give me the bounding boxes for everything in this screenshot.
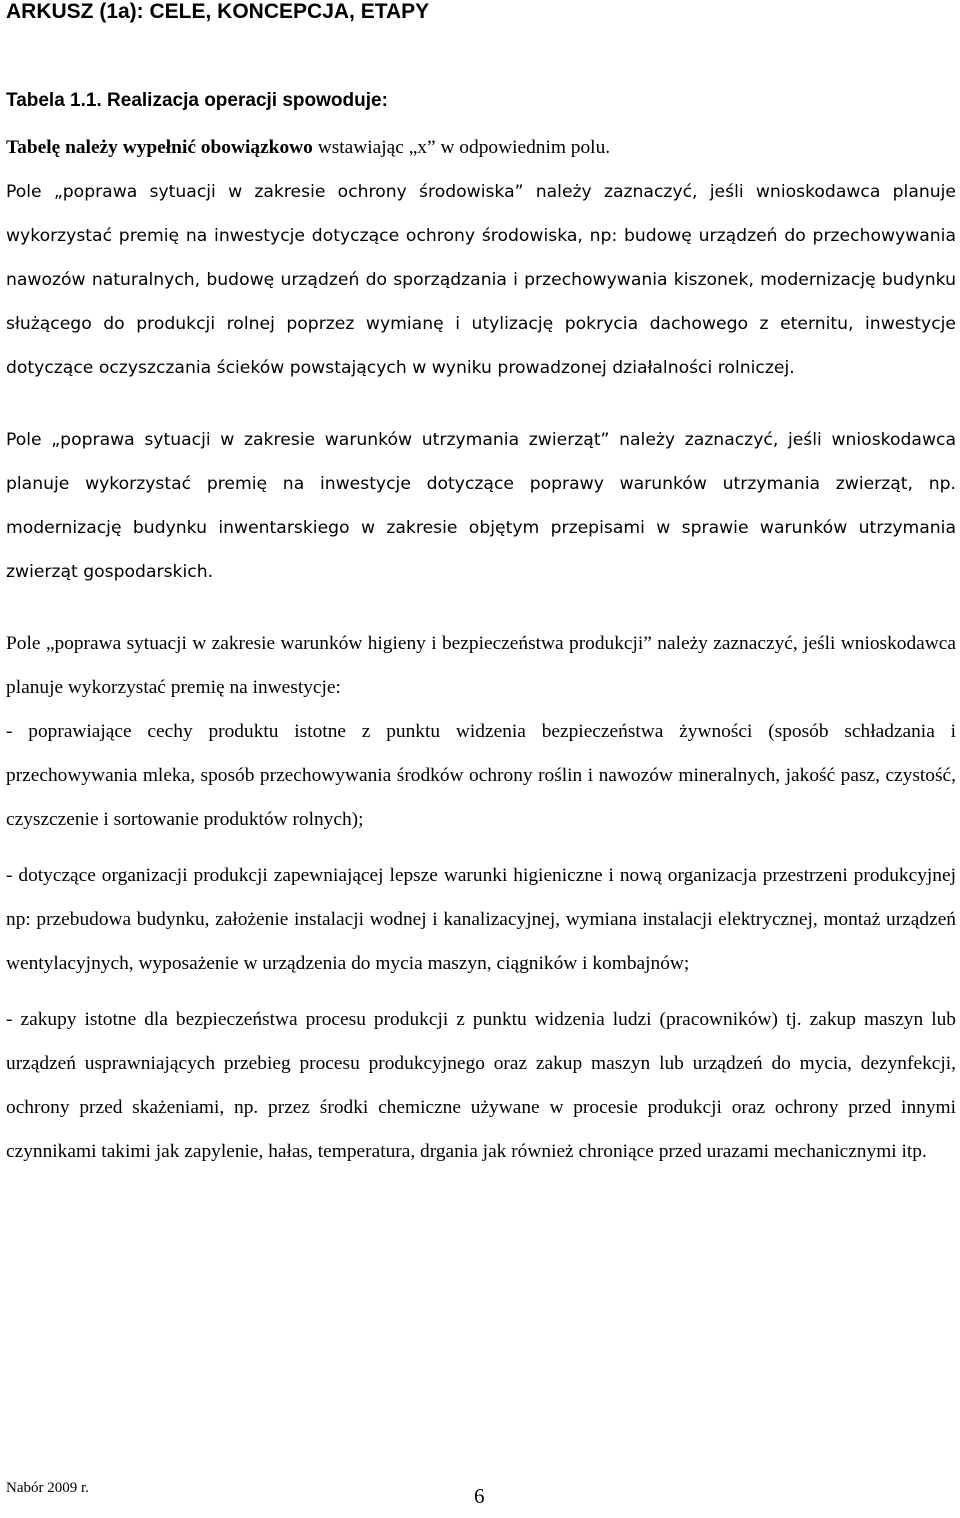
document-body [6,126,956,1174]
paragraph-environment: Pole „poprawa sytuacji w zakresie ochrony środowiska” należy zaznaczyć, jeśli wnioskodawca planuje wykorzystać premię na inwestycje dotyczące ochrony środowiska, np: budowę urządzeń do przechowywania nawozów naturalnych, budowę urządzeń do sporządzania i przechowywania kiszonek, modernizację budynku służącego do produkcji rolnej poprzez wymianę i utylizację pokrycia dachowego z eternitu, inwestycje dotyczące oczyszczania ścieków powstających w wyniku prowadzonej działalności rolniczej. [6,182,956,378]
instruction-rest: wstawiając „x” w odpowiednim polu. [312,137,611,158]
document-heading: ARKUSZ (1a): CELE, KONCEPCJA, ETAPY [6,0,430,23]
instruction-bold: Tabelę należy wypełnić obowiązkowo [6,137,313,158]
paragraph-animals: Pole „poprawa sytuacji w zakresie warunków utrzymania zwierząt” należy zaznaczyć, jeśli wnioskodawca planuje wykorzystać premię na inwestycje dotyczące poprawy warunków utrzymania zwierząt, np. modernizację budynku inwentarskiego w zakresie objętym przepisami w sprawie warunków utrzymania zwierząt gospodarskich. [6,430,956,582]
page-footer [6,1478,956,1518]
paragraph-hygiene-item-2: - dotyczące organizacji produkcji zapewniającej lepsze warunki higieniczne i nową organizacja przestrzeni produkcyjnej np: przebudowa budynku, założenie instalacji wodnej i kanalizacyjnej, wymiana instalacji elektrycznej, montaż urządzeń wentylacyjnych, wyposażenie w urządzenia do mycia maszyn, ciągników i kombajnów; [6,865,956,974]
paragraph-hygiene-intro: Pole „poprawa sytuacji w zakresie warunków higieny i bezpieczeństwa produkcji” należy zaznaczyć, jeśli wnioskodawca planuje wykorzystać premię na inwestycje: [6,633,956,698]
paragraph-gap [6,594,956,622]
paragraph-gap [6,842,956,854]
paragraph-gap [6,986,956,998]
paragraph-hygiene-item-1: - poprawiające cechy produktu istotne z punktu widzenia bezpieczeństwa żywności (sposób schładzania i przechowywania mleka, sposób przechowywania środków ochrony roślin i nawozów mineralnych, jakość pasz, czystość, czyszczenie i sortowanie produktów rolnych); [6,721,956,830]
table-title: Tabela 1.1. Realizacja operacji spowoduje: [6,90,388,111]
page-number: 6 [474,1484,485,1508]
footer-label: Nabór 2009 r. [6,1480,89,1496]
instruction-line [6,126,956,170]
paragraph-hygiene-item-3: - zakupy istotne dla bezpieczeństwa procesu produkcji z punktu widzenia ludzi (pracowników) tj. zakup maszyn lub urządzeń usprawniających przebieg procesu produkcyjnego oraz zakup maszyn lub urządzeń do mycia, dezynfekcji, ochrony przed skażeniami, np. przez środki chemiczne używane w procesie produkcji oraz ochrony przed innymi czynnikami takimi jak zapylenie, hałas, temperatura, drgania jak również chroniące przed urazami mechanicznymi itp. [6,1009,956,1162]
paragraph-gap [6,390,956,418]
